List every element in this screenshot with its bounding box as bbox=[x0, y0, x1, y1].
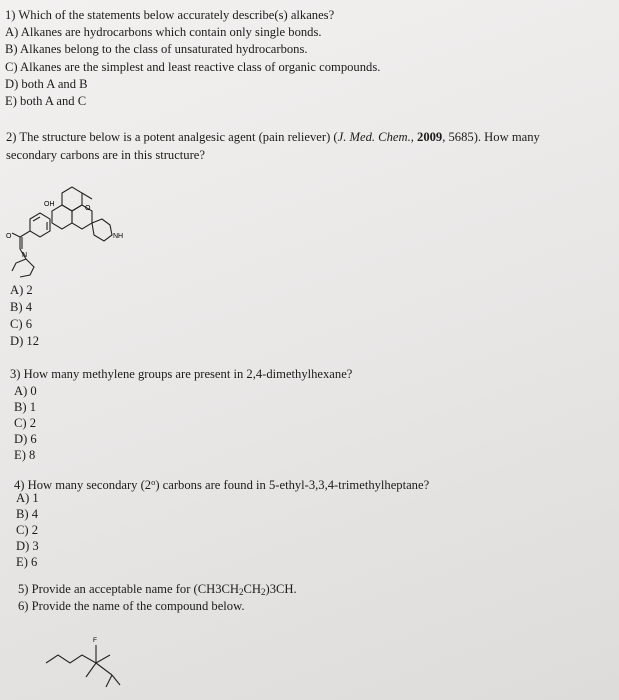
q1-option-e: E) both A and C bbox=[5, 94, 87, 108]
q4-question-sup: o bbox=[151, 477, 156, 487]
q6-question: 6) Provide the name of the compound below. bbox=[18, 599, 245, 613]
q2-option-b: B) 4 bbox=[10, 300, 33, 314]
q4-option-e: E) 6 bbox=[16, 555, 38, 569]
q5-question-pre: 5) Provide an acceptable name for (CH3CH bbox=[18, 582, 240, 596]
q2-label-o-ring: O bbox=[85, 205, 91, 212]
q5-mid2: )3CH. bbox=[265, 582, 297, 596]
q3-option-e: E) 8 bbox=[14, 448, 36, 462]
q3-option-b: B) 1 bbox=[14, 400, 37, 414]
q2-option-d: D) 12 bbox=[10, 334, 40, 348]
q1-option-a: A) Alkanes are hydrocarbons which contain only single bonds. bbox=[5, 25, 322, 39]
q5-question bbox=[18, 582, 297, 599]
q4-question bbox=[14, 475, 429, 492]
q2-question-pre: 2) The structure below is a potent analgesic agent (pain reliever) ( bbox=[6, 130, 338, 144]
q2-question-line2: secondary carbons are in this structure? bbox=[6, 148, 205, 162]
q4-question-pre: 4) How many secondary (2 bbox=[14, 478, 152, 492]
q2-journal: J. Med. Chem. bbox=[337, 130, 411, 144]
q2-structure bbox=[0, 175, 150, 295]
q1-option-c: C) Alkanes are the simplest and least reactive class of organic compounds. bbox=[5, 60, 381, 74]
q2-question-post: , 5685). How many bbox=[442, 130, 540, 144]
q5-sub2: 2 bbox=[261, 587, 266, 597]
q3-question: 3) How many methylene groups are present in 2,4-dimethylhexane? bbox=[10, 367, 353, 381]
q4-option-a: A) 1 bbox=[16, 491, 39, 505]
q2-year: 2009 bbox=[417, 130, 443, 144]
q6-label-f: F bbox=[93, 637, 97, 644]
q4-option-c: C) 2 bbox=[16, 523, 39, 537]
q3-option-a: A) 0 bbox=[14, 384, 37, 398]
q5-sub1: 2 bbox=[239, 587, 244, 597]
q2-option-a: A) 2 bbox=[10, 283, 33, 297]
q4-option-b: B) 4 bbox=[16, 507, 39, 521]
q3-option-c: C) 2 bbox=[14, 416, 37, 430]
q1-option-d: D) both A and B bbox=[5, 77, 88, 91]
q4-option-d: D) 3 bbox=[16, 539, 39, 553]
q1-question: 1) Which of the statements below accurately describe(s) alkanes? bbox=[5, 8, 335, 22]
q2-label-oh: OH bbox=[44, 201, 55, 208]
q2-label-n: N bbox=[22, 252, 28, 259]
q6-structure bbox=[40, 625, 160, 695]
q5-mid: CH bbox=[243, 582, 262, 596]
q1-option-b: B) Alkanes belong to the class of unsaturated hydrocarbons. bbox=[5, 42, 308, 56]
q2-label-o-ester: O bbox=[6, 233, 12, 240]
q4-question-post: ) carbons are found in 5-ethyl-3,3,4-trimethylheptane? bbox=[155, 478, 430, 492]
q2-question-line1: 2) The structure below is a potent analgesic agent (pain reliever) (J. Med. Chem., 2009, 5685). How many bbox=[6, 130, 540, 144]
q3-option-d: D) 6 bbox=[14, 432, 37, 446]
q2-option-c: C) 6 bbox=[10, 317, 33, 331]
q2-label-nh: NH bbox=[113, 233, 124, 240]
